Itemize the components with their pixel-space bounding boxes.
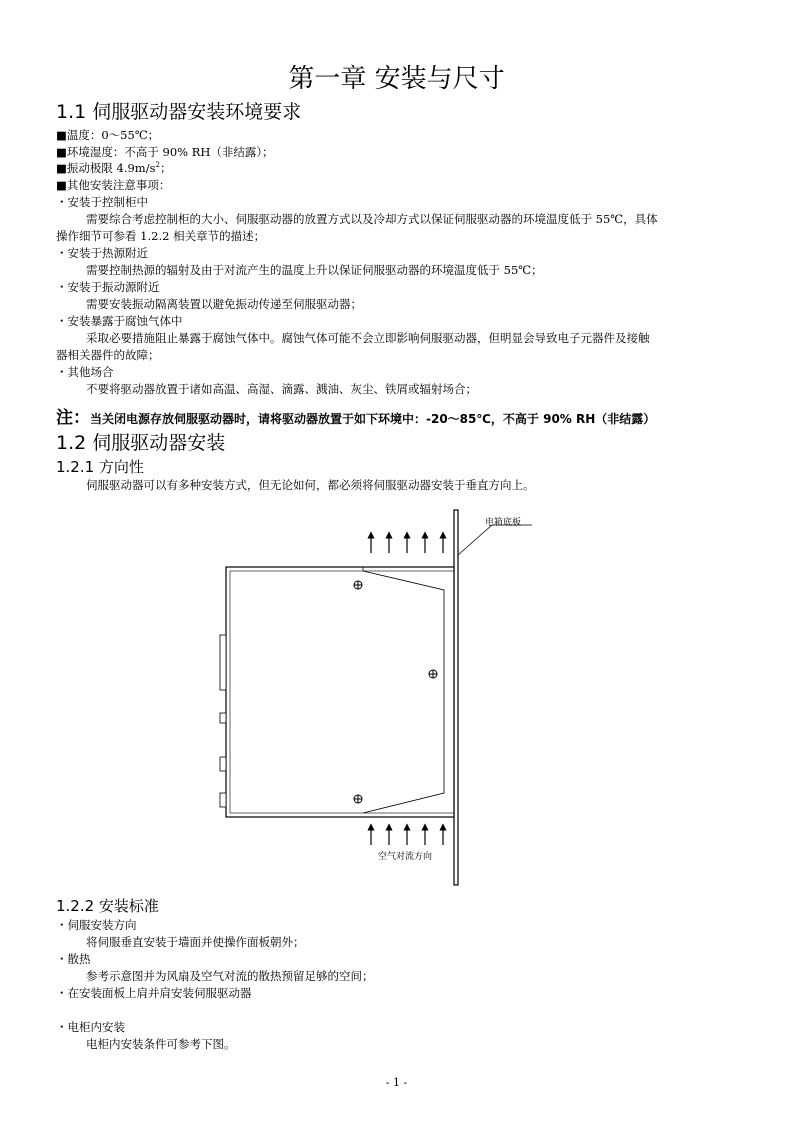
item-other-title: ・其他场合 [56,365,114,379]
airflow-arrows-top [371,535,443,553]
spec-vibration-tail: ； [159,161,172,175]
connector-3 [220,757,226,771]
std-cabinet-title: ・电柜内安装 [56,1020,125,1034]
screw-icon [354,795,362,803]
std-cooling-body: 参考示意图并为风扇及空气对流的散热预留足够的空间； [86,969,374,983]
section-1-2-1-heading: 1.2.1 方向性 [56,458,144,476]
item-vibration-body: 需要安装振动隔离装置以避免振动传递至伺服驱动器； [86,297,362,311]
item-heat-title: ・安装于热源附近 [56,246,148,260]
std-cooling-title: ・散热 [56,952,91,966]
page-number: - 1 - [385,1076,408,1089]
std-cabinet-body: 电柜内安装条件可参考下图。 [86,1037,236,1051]
connector-4 [220,793,226,807]
servo-drive-body [226,567,454,817]
connector-2 [220,713,226,723]
mounting-diagram-svg [210,495,570,895]
screw-icon [429,670,437,678]
storage-note [56,403,655,428]
item-cabinet-body: 需要综合考虑控制柜的大小、伺服驱动器的放置方式以及冷却方式以保证伺服驱动器的环境温度低于 55℃，具体 [86,212,658,226]
spec-vibration-sup: 2 [155,161,160,170]
screw-icon [354,581,362,589]
spec-other: ■其他安装注意事项： [56,178,171,192]
section-1-2-2-heading: 1.2.2 安装标准 [56,897,159,915]
item-corrosive-body: 采取必要措施阻止暴露于腐蚀气体中。腐蚀气体可能不会立即影响伺服驱动器，但明显会导致电子元器件及接触 [86,331,650,345]
section-1-2-heading: 1.2 伺服驱动器安装 [56,432,226,454]
panel-label: 电箱底板 [485,518,522,528]
panel-leader [458,525,532,555]
spec-temperature: ■温度：0～55℃； [56,128,160,142]
section-1-1-heading: 1.1 伺服驱动器安装环境要求 [56,101,302,123]
std-side-by-side-title: ・在安装面板上肩并肩安装伺服驱动器 [56,986,252,1000]
item-corrosive-body-cont: 器相关器件的故障； [56,348,160,362]
mounting-diagram [210,495,570,895]
item-cabinet-title: ・安装于控制柜中 [56,195,148,209]
airflow-label: 空气对流方向 [378,852,433,862]
spec-vibration [56,160,171,176]
item-vibration-title: ・安装于振动源附近 [56,280,160,294]
item-cabinet-body-cont: 操作细节可参看 1.2.2 相关章节的描述； [56,229,266,243]
airflow-arrows-bottom [371,827,443,845]
std-direction-title: ・伺服安装方向 [56,918,137,932]
orientation-text: 伺服驱动器可以有多种安装方式，但无论如何，都必须将伺服驱动器安装于垂直方向上。 [86,478,535,492]
spec-humidity: ■环境湿度：不高于 90% RH（非结露）； [56,145,274,159]
backplate [454,510,458,885]
chapter-title: 第一章 安装与尺寸 [288,64,505,94]
note-label: 注： [56,408,90,428]
connector-1 [220,635,226,690]
item-corrosive-title: ・安装暴露于腐蚀气体中 [56,314,183,328]
spec-vibration-text: ■振动极限 4.9m/s [56,161,156,175]
item-heat-body: 需要控制热源的辐射及由于对流产生的温度上升以保证伺服驱动器的环境温度低于 55℃； [86,263,543,277]
std-direction-body: 将伺服垂直安装于墙面并使操作面板朝外； [86,935,305,949]
item-other-body: 不要将驱动器放置于诸如高温、高湿、滴露、溅油、灰尘、铁屑或辐射场合； [86,382,477,396]
note-text: 当关闭电源存放伺服驱动器时，请将驱动器放置于如下环境中：-20～85℃，不高于 90% RH（非结露） [90,412,656,426]
